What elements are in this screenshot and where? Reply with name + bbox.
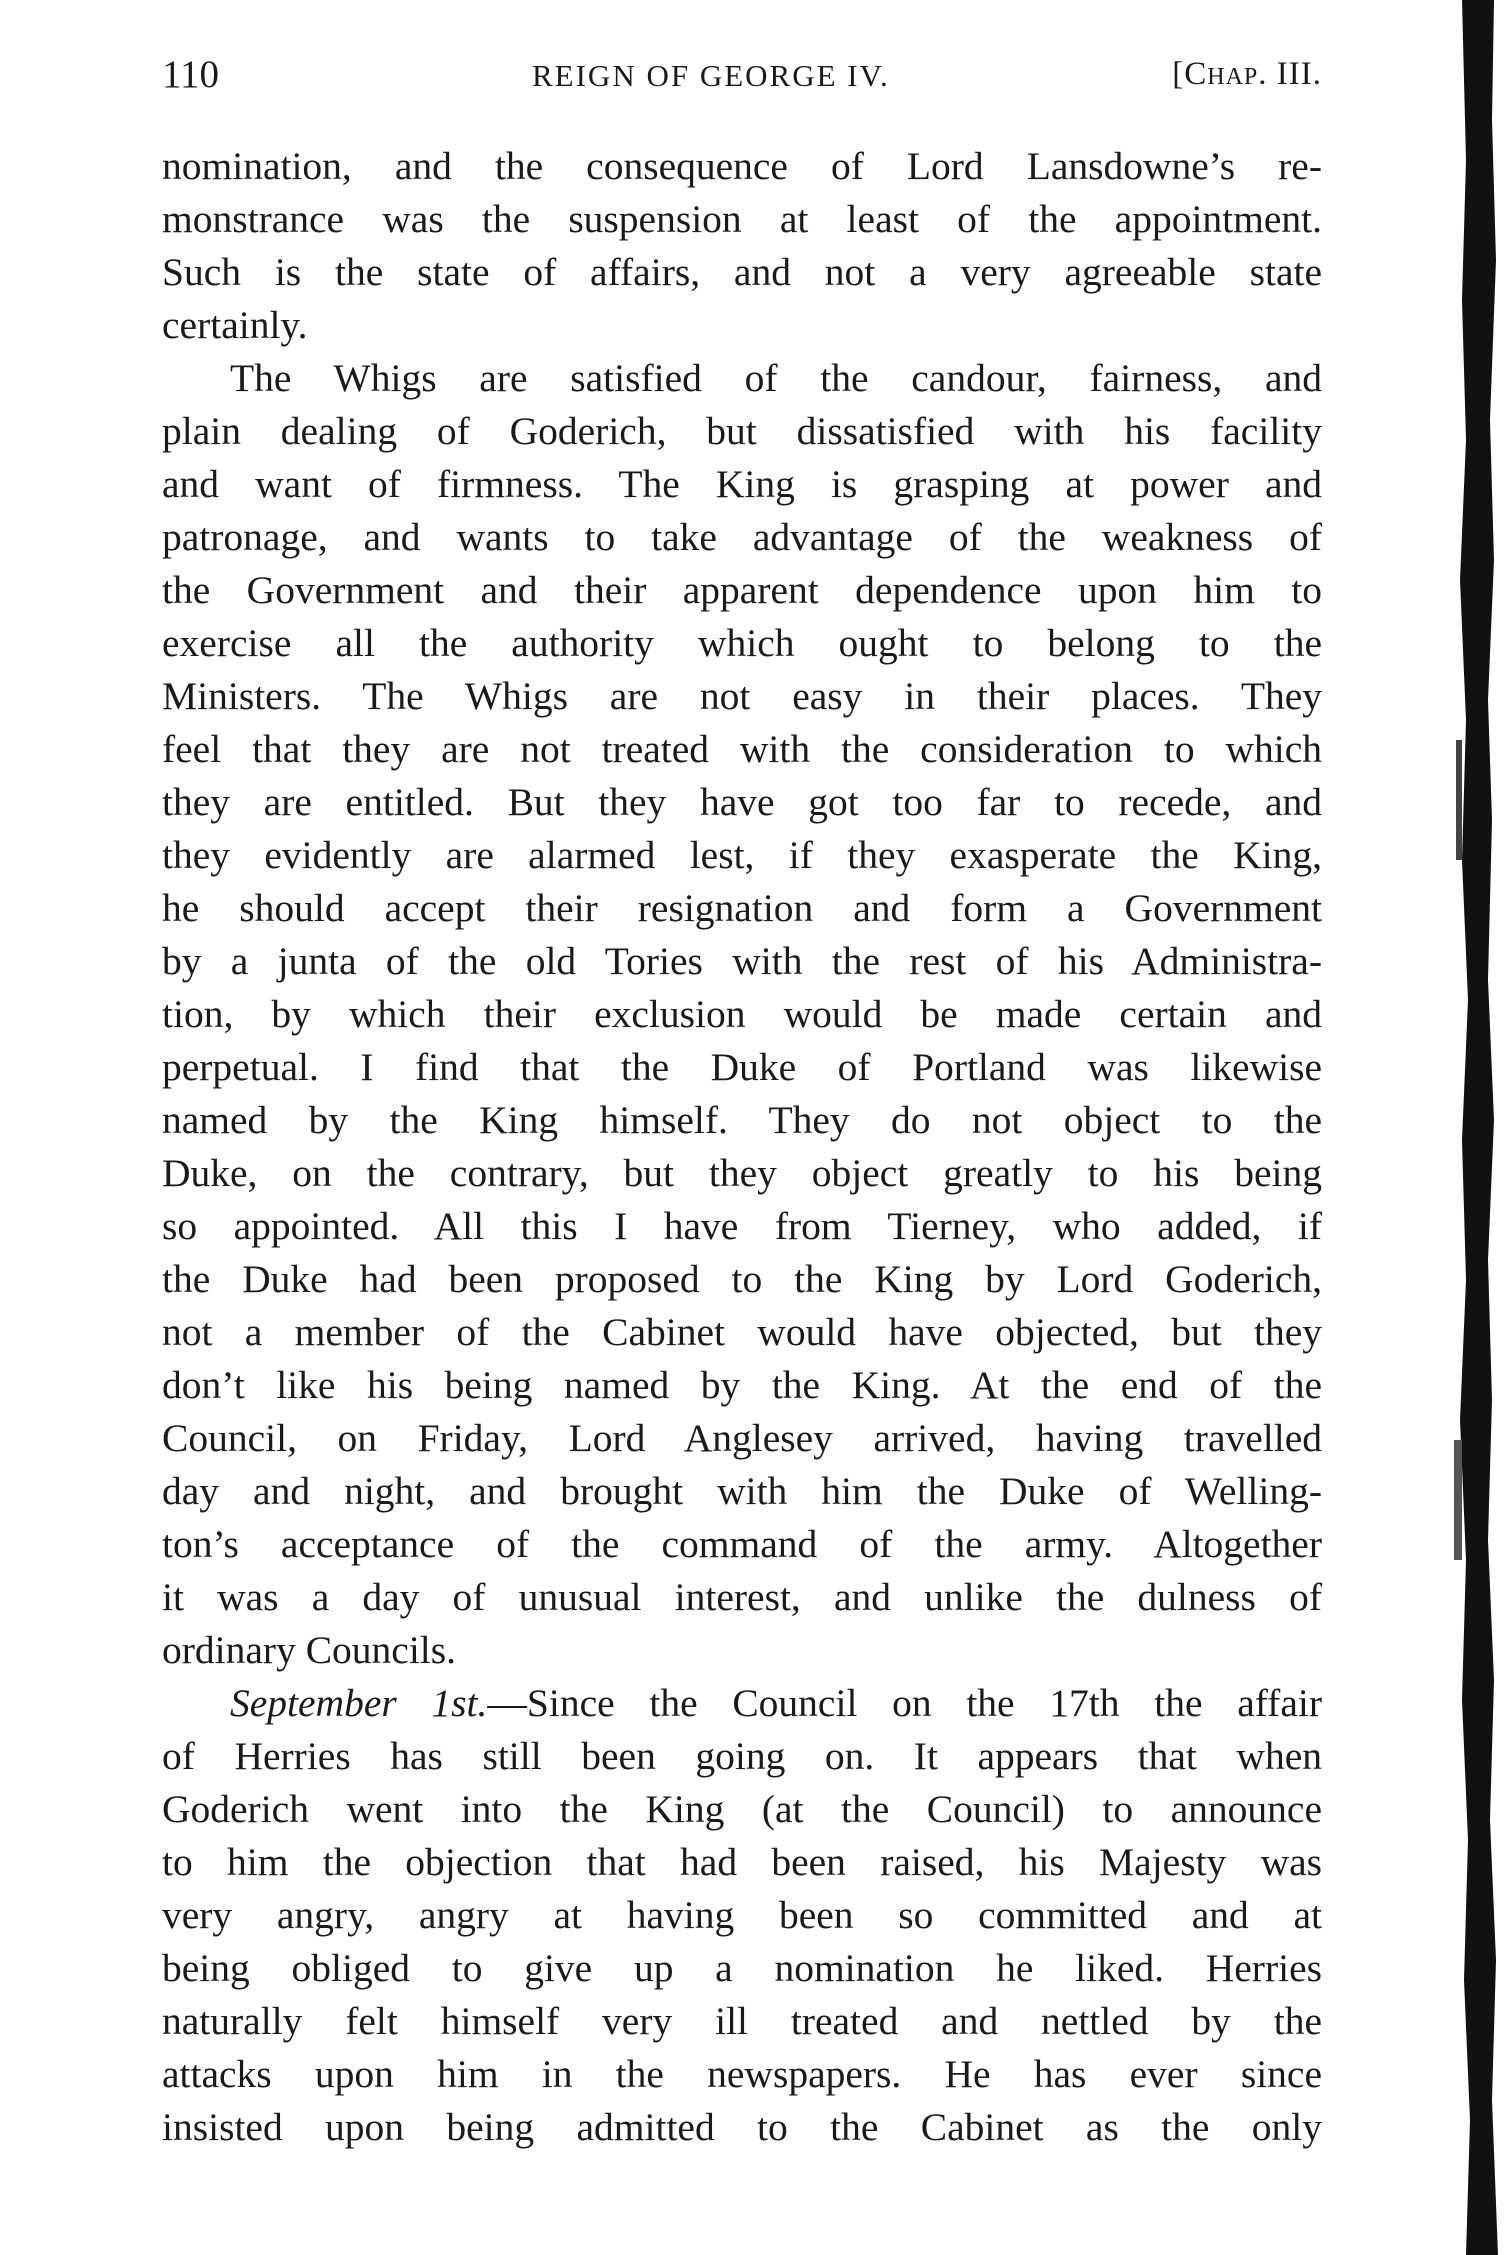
body-text <box>162 140 1322 2154</box>
text-line: to him the objection that had been raised, his Majesty was <box>162 1840 1322 1884</box>
text-line: they are entitled. But they have got too far to recede, and <box>162 780 1322 824</box>
spine-edge-highlight <box>1454 1440 1462 1560</box>
text-line: attacks upon him in the newspapers. He has ever since <box>162 2052 1322 2096</box>
book-spine-shadow <box>1432 0 1512 2255</box>
entry-date: September 1st. <box>230 1681 488 1725</box>
text-line: it was a day of unusual interest, and unlike the dulness of <box>162 1575 1322 1619</box>
text-line: ordinary Councils. <box>162 1628 457 1672</box>
text-line: of Herries has still been going on. It appears that when <box>162 1734 1322 1778</box>
text-line: and want of firmness. The King is grasping at power and <box>162 462 1322 506</box>
text-line: monstrance was the suspension at least of the appointment. <box>162 197 1322 241</box>
page-number: 110 <box>162 53 220 96</box>
text-line: not a member of the Cabinet would have objected, but they <box>162 1310 1322 1354</box>
text-line: he should accept their resignation and form a Government <box>162 886 1322 930</box>
text-line: The Whigs are satisfied of the candour, fairness, and <box>230 356 1322 400</box>
text-line: tion, by which their exclusion would be made certain and <box>162 992 1322 1036</box>
chapter-reference <box>1172 56 1322 93</box>
text-line: named by the King himself. They do not object to the <box>162 1098 1322 1142</box>
text-line: Ministers. The Whigs are not easy in their places. They <box>162 674 1322 718</box>
text-line: nomination, and the consequence of Lord Lansdowne’s re- <box>162 144 1322 188</box>
text-line: being obliged to give up a nomination he liked. Herries <box>162 1946 1322 1990</box>
text-line: plain dealing of Goderich, but dissatisfied with his facility <box>162 409 1322 453</box>
running-title: REIGN OF GEORGE IV. <box>532 58 890 93</box>
spine-edge-highlight <box>1456 740 1462 860</box>
chapter-suffix: . III. <box>1258 56 1322 92</box>
text-line: the Government and their apparent dependence upon him to <box>162 568 1322 612</box>
text-line: very angry, angry at having been so committed and at <box>162 1893 1322 1937</box>
text-line: so appointed. All this I have from Tierney, who added, if <box>162 1204 1322 1248</box>
chapter-prefix: [C <box>1172 56 1208 92</box>
diary-entry-first-line <box>162 1677 1322 1730</box>
text-line: insisted upon being admitted to the Cabinet as the only <box>162 2105 1322 2149</box>
text-line: patronage, and wants to take advantage of the weakness of <box>162 515 1322 559</box>
text-line: Such is the state of affairs, and not a very agreeable state <box>162 250 1322 294</box>
text-line: feel that they are not treated with the consideration to which <box>162 727 1322 771</box>
text-line: day and night, and brought with him the Duke of Welling- <box>162 1469 1322 1513</box>
text-line: the Duke had been proposed to the King by Lord Goderich, <box>162 1257 1322 1301</box>
text-line: Goderich went into the King (at the Council) to announce <box>162 1787 1322 1831</box>
text-line: naturally felt himself very ill treated and nettled by the <box>162 1999 1322 2043</box>
text-line: exercise all the authority which ought to belong to the <box>162 621 1322 665</box>
text-line: perpetual. I find that the Duke of Portland was likewise <box>162 1045 1322 1089</box>
page-header <box>162 52 1322 112</box>
text-line: ton’s acceptance of the command of the army. Altogether <box>162 1522 1322 1566</box>
spine-shadow-shape <box>1460 0 1498 2255</box>
text-line: Council, on Friday, Lord Anglesey arrived, having travelled <box>162 1416 1322 1460</box>
text-line: certainly. <box>162 303 308 347</box>
text-line: don’t like his being named by the King. At the end of the <box>162 1363 1322 1407</box>
text-line: they evidently are alarmed lest, if they exasperate the King, <box>162 833 1322 877</box>
text-line: Duke, on the contrary, but they object greatly to his being <box>162 1151 1322 1195</box>
text-line: by a junta of the old Tories with the rest of his Administra- <box>162 939 1322 983</box>
entry-first-line-text: —Since the Council on the 17th the affair <box>487 1681 1322 1725</box>
chapter-smallcaps: HAP <box>1207 64 1259 90</box>
